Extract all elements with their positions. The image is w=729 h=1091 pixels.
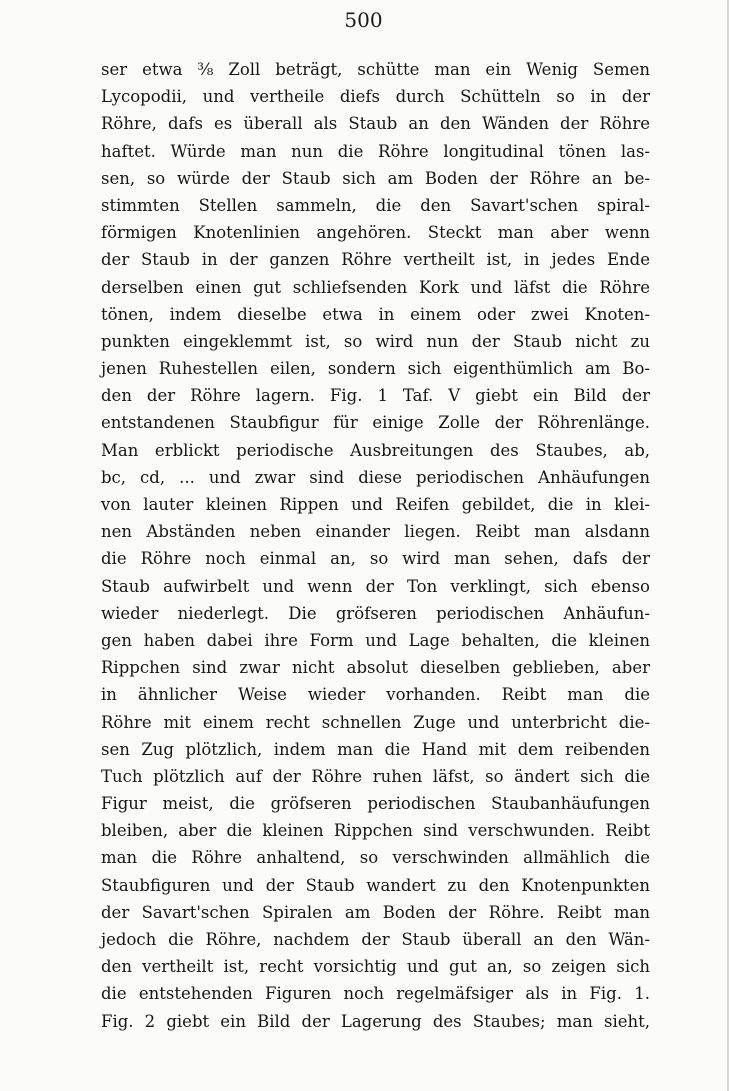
text-line: Staub aufwirbelt und wenn der Ton verklingt, sich ebenso	[101, 576, 650, 596]
text-line: Röhre, dafs es überall als Staub an den Wänden der Röhre	[101, 114, 650, 134]
text-line: tönen, indem dieselbe etwa in einem oder zwei Knoten-	[101, 304, 650, 324]
text-line: Lycopodii, und vertheile diefs durch Schütteln so in der	[101, 87, 650, 107]
text-line: Tuch plötzlich auf der Röhre ruhen läfst, so ändert sich die	[101, 766, 650, 786]
text-line: man die Röhre anhaltend, so verschwinden allmählich die	[101, 848, 650, 868]
text-line: die entstehenden Figuren noch regelmäfsiger als in Fig. 1.	[101, 984, 650, 1004]
text-line: bleiben, aber die kleinen Rippchen sind verschwunden. Reibt	[101, 821, 650, 841]
text-line: ser etwa ⅜ Zoll beträgt, schütte man ein Wenig Semen	[101, 60, 650, 79]
text-line: punkten eingeklemmt ist, so wird nun der Staub nicht zu	[101, 331, 650, 351]
text-line: nen Abständen neben einander liegen. Reibt man alsdann	[101, 522, 650, 542]
page-number: 500	[344, 8, 383, 32]
text-line: Fig. 2 giebt ein Bild der Lagerung des Staubes; man sieht,	[101, 1011, 650, 1031]
text-line: sen Zug plötzlich, indem man die Hand mit dem reibenden	[101, 739, 650, 759]
text-line: die Röhre noch einmal an, so wird man sehen, dafs der	[101, 549, 650, 569]
text-line: den der Röhre lagern. Fig. 1 Taf. V giebt ein Bild der	[101, 386, 650, 406]
text-line: den vertheilt ist, recht vorsichtig und gut an, so zeigen sich	[101, 957, 650, 977]
text-line: bc, cd, ... und zwar sind diese periodischen Anhäufungen	[101, 467, 650, 487]
text-line: gen haben dabei ihre Form und Lage behalten, die kleinen	[101, 630, 650, 650]
text-line: Röhre mit einem recht schnellen Zuge und unterbricht die-	[101, 712, 650, 732]
text-line: jenen Ruhestellen eilen, sondern sich eigenthümlich am Bo-	[101, 359, 650, 379]
body-text	[101, 56, 650, 1035]
text-line: förmigen Knotenlinien angehören. Steckt man aber wenn	[101, 223, 650, 243]
text-line: sen, so würde der Staub sich am Boden der Röhre an be-	[101, 168, 650, 188]
text-line: der Savart'schen Spiralen am Boden der Röhre. Reibt man	[101, 902, 650, 922]
text-line: der Staub in der ganzen Röhre vertheilt ist, in jedes Ende	[101, 250, 650, 270]
text-line: Staubfiguren und der Staub wandert zu den Knotenpunkten	[101, 875, 650, 895]
text-line: haftet. Würde man nun die Röhre longitudinal tönen las-	[101, 141, 650, 161]
text-line: Figur meist, die gröfseren periodischen Staubanhäufungen	[101, 794, 650, 814]
text-line: stimmten Stellen sammeln, die den Savart'schen spiral-	[101, 195, 650, 215]
text-line: Rippchen sind zwar nicht absolut dieselben geblieben, aber	[101, 658, 650, 678]
text-line: derselben einen gut schliefsenden Kork und läfst die Röhre	[101, 277, 650, 297]
text-line: in ähnlicher Weise wieder vorhanden. Reibt man die	[101, 685, 650, 705]
text-line: entstandenen Staubfigur für einige Zolle der Röhrenlänge.	[101, 413, 650, 433]
text-line: wieder niederlegt. Die gröfseren periodischen Anhäufun-	[101, 603, 650, 623]
text-line: von lauter kleinen Rippen und Reifen gebildet, die in klei-	[101, 495, 650, 514]
text-line: Man erblickt periodische Ausbreitungen des Staubes, ab,	[101, 440, 650, 460]
text-line: jedoch die Röhre, nachdem der Staub überall an den Wän-	[101, 930, 650, 949]
